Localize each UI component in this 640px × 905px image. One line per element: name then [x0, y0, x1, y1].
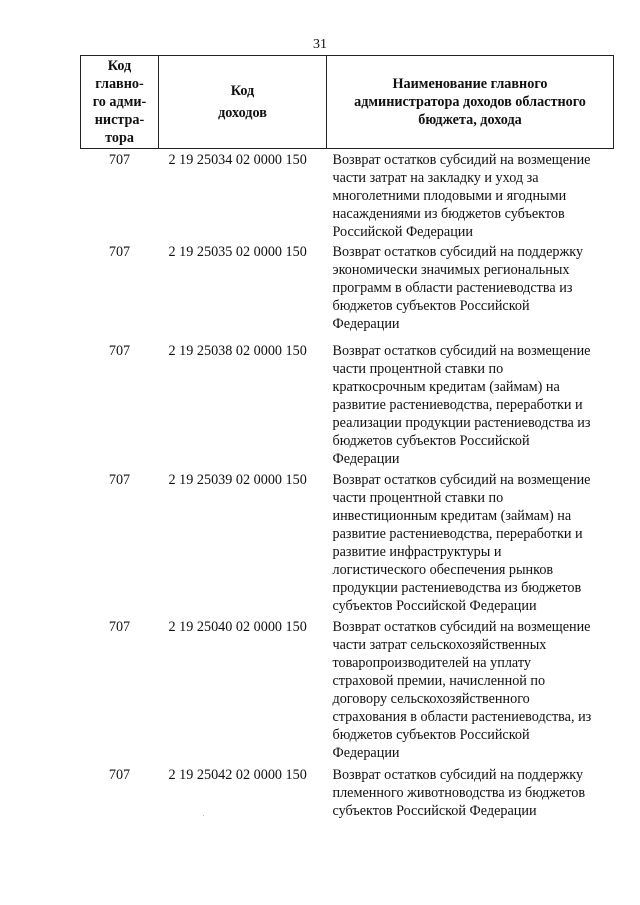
income-name-line: Федерации	[332, 451, 400, 467]
table-body	[81, 149, 614, 837]
income-name-line: насаждениями из бюджетов субъектов	[332, 206, 565, 222]
income-name-line: Российской Федерации	[332, 224, 473, 240]
page-number: 31	[313, 37, 327, 52]
table-row	[81, 469, 614, 616]
income-name-cell	[327, 764, 614, 836]
header-line: нистра-	[94, 112, 145, 128]
income-name-cell	[327, 469, 614, 616]
table-row	[81, 340, 614, 469]
header-line: Код	[230, 83, 255, 99]
table-row	[81, 241, 614, 340]
income-name-line: экономически значимых региональных	[332, 262, 570, 278]
income-name-line: развитие инфраструктуры и	[332, 544, 502, 560]
income-code-cell: 2 19 25039 02 0000 150	[168, 472, 307, 488]
header-line: бюджета, дохода	[418, 112, 522, 128]
income-name-line: Возврат остатков субсидий на возмещение	[332, 472, 591, 488]
income-name-line: договору сельскохозяйственного	[332, 691, 530, 707]
header-line: главно-	[95, 76, 144, 92]
income-code-cell: 2 19 25042 02 0000 150	[168, 767, 307, 783]
income-name-line: части процентной ставки по	[332, 490, 504, 506]
income-name-line: Возврат остатков субсидий на возмещение	[332, 152, 591, 168]
header-line: тора	[105, 130, 134, 146]
income-table	[80, 55, 614, 836]
income-code-cell: 2 19 25038 02 0000 150	[168, 343, 307, 359]
income-name-cell	[327, 241, 614, 340]
income-name-line: Возврат остатков субсидий на поддержку	[332, 767, 584, 783]
income-name-line: бюджетов субъектов Российской	[332, 433, 530, 449]
header-name	[327, 56, 614, 149]
income-name-line: Федерации	[332, 745, 400, 761]
admin-code-cell: 707	[108, 619, 131, 635]
income-name-line: развитие растениеводства, переработки и	[332, 397, 583, 413]
header-line: Наименование главного	[392, 76, 548, 92]
income-name-line: Возврат остатков субсидий на возмещение	[332, 619, 591, 635]
income-name-line: Возврат остатков субсидий на поддержку	[332, 244, 584, 260]
income-name-line: продукции растениеводства из бюджетов	[332, 580, 582, 596]
header-line: администратора доходов областного	[354, 94, 586, 110]
table-row	[81, 764, 614, 836]
admin-code-cell: 707	[108, 472, 131, 488]
income-name-line: бюджетов субъектов Российской	[332, 727, 530, 743]
income-name-line: многолетними плодовыми и ягодными	[332, 188, 567, 204]
income-name-line: страхования в области растениеводства, из	[332, 709, 592, 725]
table-header-row	[81, 56, 614, 149]
income-name-line: товаропроизводителей на уплату	[332, 655, 531, 671]
admin-code-cell: 707	[108, 767, 131, 783]
income-name-line: программ в области растениеводства из	[332, 280, 573, 296]
header-line: Код	[107, 58, 132, 74]
table-row	[81, 149, 614, 242]
admin-code-cell: 707	[108, 343, 131, 359]
income-name-line: страховой премии, начисленной по	[332, 673, 546, 689]
header-line: го адми-	[92, 94, 147, 110]
income-name-line: субъектов Российской Федерации	[332, 803, 537, 819]
income-name-line: части процентной ставки по	[332, 361, 504, 377]
scan-speck	[203, 815, 204, 816]
table-row	[81, 616, 614, 764]
income-code-cell: 2 19 25040 02 0000 150	[168, 619, 307, 635]
income-name-line: части затрат сельскохозяйственных	[332, 637, 547, 653]
income-name-line: реализации продукции растениеводства из	[332, 415, 591, 431]
income-name-line: развитие растениеводства, переработки и	[332, 526, 583, 542]
header-income-code	[159, 56, 327, 149]
income-name-line: субъектов Российской Федерации	[332, 598, 537, 614]
income-code-cell: 2 19 25035 02 0000 150	[168, 244, 307, 260]
income-name-cell	[327, 340, 614, 469]
income-name-line: инвестиционным кредитам (займам) на	[332, 508, 572, 524]
header-line: доходов	[218, 105, 267, 121]
header-admin-code	[81, 56, 159, 149]
admin-code-cell: 707	[108, 152, 131, 168]
income-name-line: логистического обеспечения рынков	[332, 562, 554, 578]
income-name-line: части затрат на закладку и уход за	[332, 170, 539, 186]
income-name-line: Возврат остатков субсидий на возмещение	[332, 343, 591, 359]
income-name-cell	[327, 616, 614, 764]
income-name-cell	[327, 149, 614, 242]
admin-code-cell: 707	[108, 244, 131, 260]
income-name-line: бюджетов субъектов Российской	[332, 298, 530, 314]
income-name-line: племенного животноводства из бюджетов	[332, 785, 586, 801]
income-code-cell: 2 19 25034 02 0000 150	[168, 152, 307, 168]
income-name-line: краткосрочным кредитам (займам) на	[332, 379, 560, 395]
income-name-line: Федерации	[332, 316, 400, 332]
